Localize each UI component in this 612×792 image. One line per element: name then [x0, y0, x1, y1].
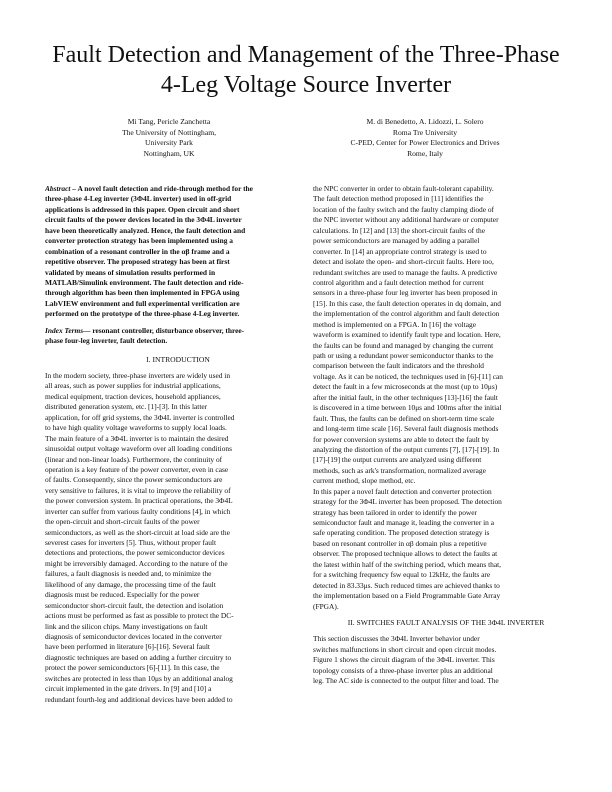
body-line: Figure 1 shows the circuit diagram of the 3Φ4L inverter. This — [313, 655, 495, 665]
body-line: methods, such as ark's transformation, normalized average — [313, 465, 486, 475]
abstract-line: three-phase 4-Leg inverter (3Φ4L inverter) used in off-grid — [45, 194, 232, 204]
left-column — [45, 184, 311, 705]
author-line: The University of Nottingham, — [121, 127, 217, 137]
body-line: the implementation based on a Field Programmable Gate Array — [313, 591, 501, 601]
index-terms-line-text: resonant controller, disturbance observer, three- — [92, 325, 245, 335]
body-line: operation is a key feature of the power converter, even in case — [45, 464, 229, 474]
section-2-heading: II. SWITCHES FAULT ANALYSIS OF THE 3Φ4L INVERTER — [347, 617, 545, 627]
body-line: detections and protections, the power semiconductor devices — [45, 548, 225, 558]
body-line: voltage. As it can be noticed, the techniques used in [6]-[11] can — [313, 371, 503, 381]
abstract-line — [45, 184, 311, 194]
body-line: (linear and non-linear loads). Furthermore, the continuity of — [45, 454, 223, 464]
body-line: comparison between the fault indicators and the threshold — [313, 361, 484, 371]
abstract — [45, 184, 311, 320]
body-line: The main feature of a 3Φ4L inverter is to maintain the desired — [45, 433, 229, 443]
body-line: application, for off grid systems, the 3Φ4L inverter is controlled — [45, 412, 235, 422]
body-line: all areas, such as power supplies for industrial applications, — [45, 381, 221, 391]
body-line: power semiconductors are managed by adding a parallel — [313, 236, 480, 246]
body-line: waveform is examined to identify fault type and location. Here, — [313, 330, 501, 340]
body-line: diagnosis must be reduced. Especially for the power — [45, 590, 200, 600]
author-line: Mi Tang, Pericle Zanchetta — [127, 117, 211, 126]
body-line: inverter can suffer from various faulty conditions [4], in which — [45, 506, 231, 516]
authors-right — [310, 117, 540, 160]
body-line: detect the fault in a few microseconds at the most (up to 10μs) — [313, 382, 498, 392]
body-line: detect and isolate the open- and short-circuit faults. Here too, — [313, 257, 494, 267]
body-line: circuit implemented in the gate drivers. In [9] and [10] a — [45, 684, 212, 694]
body-line: semiconductor fault and manage it, leading the converter in a — [313, 518, 495, 527]
body-line: the NPC converter in order to obtain fault-tolerant capability. — [313, 184, 494, 193]
author-line: Rome, Italy — [407, 149, 443, 159]
body-line: leg. The AC side is connected to the output filter and load. The — [313, 676, 499, 686]
body-line: analyzing the distortion of the output currents [7], [17]-[19]. In — [313, 444, 500, 454]
body-line: is discovered in a time between 10μs and 100ms after the initial — [313, 403, 502, 413]
body-line: strategy has been tailored in order to identify the power — [313, 507, 477, 517]
body-line: have been performed in literature [6]-[16]. Several fault — [45, 642, 210, 652]
body-line: failures, a fault diagnosis is needed and, to minimize the — [45, 569, 212, 579]
body-line: might be irreversibly damaged. According to the nature of the — [45, 558, 228, 568]
body-line: distributed generation system, etc. [1]-[3]. In this latter — [45, 402, 208, 412]
body-line: strategy for the 3Φ4L inverter has been proposed. The detection — [313, 497, 502, 507]
body-line: for power conversion systems are able to detect the fault by — [313, 434, 490, 444]
body-line: semiconductor short-circuit fault, the detection and isolation — [45, 600, 224, 610]
body-line: of faults. Consequently, since the power semiconductors are — [45, 475, 223, 485]
author-line: Nottingham, UK — [143, 149, 195, 159]
body-line: diagnostic techniques are based on adding a further circuitry to — [45, 652, 232, 662]
body-line: redundant switches are used to manage the faults. A predictive — [313, 267, 498, 277]
body-line: the latest within half of the switching period, which means that, — [313, 559, 502, 569]
section-1-body — [45, 371, 311, 705]
abstract-line-label: Abstract – — [45, 184, 77, 193]
body-line: current method, slope method, etc. — [313, 476, 416, 486]
body-line: after the initial fault, in the other techniques [13]-[16] the fault — [313, 392, 498, 402]
body-line: the power conversion system. In practical operations, the 3Φ4L — [45, 496, 233, 506]
abstract-line: performed on the prototype of the three-phase 4-Leg inverter. — [45, 309, 240, 319]
abstract-line: combination of a resonant controller in the αβ frame and a — [45, 246, 230, 256]
body-line: control algorithm and a fault detection method for current — [313, 277, 484, 287]
body-line: very sensitive to failures, it is vital to improve the reliability of — [45, 485, 231, 495]
body-line: (FPGA). — [313, 601, 339, 611]
abstract-line-text: A novel fault detection and ride-through method for the — [77, 184, 253, 193]
body-line: diagnosis of semiconductor devices located in the converter — [45, 631, 222, 641]
index-terms — [45, 326, 311, 347]
abstract-line: applications is addressed in this paper. Open circuit and short — [45, 204, 240, 214]
body-line: switches malfunctions in short circuit and open circuit modes. — [313, 644, 497, 654]
body-line: medical equipment, traction devices, household appliances, — [45, 391, 221, 401]
body-line: actions must be performed as fast as possible to protect the DC- — [45, 611, 234, 621]
body-line: semiconductors, as well as the short-circuit at load side are the — [45, 527, 230, 537]
body-line: sinusoidal output voltage waveform over all loading conditions — [45, 444, 232, 454]
body-line: based on resonant controller in αβ domain plus a repetitive — [313, 538, 487, 548]
body-line: The fault detection method proposed in [11] identifies the — [313, 194, 484, 204]
author-line: Roma Tre University — [392, 127, 458, 137]
body-line: fault. Thus, the faults can be defined on short-term time scale — [313, 413, 495, 423]
body-line: detected in 83.33μs. Such reduced times are achieved thanks to — [313, 580, 500, 590]
body-line: and long-term time scale [16]. Several fault diagnosis methods — [313, 424, 499, 434]
index-terms-line — [45, 326, 311, 336]
abstract-line: have been theoretically analyzed. Hence, the fault detection and — [45, 225, 246, 235]
title-line-2: 4-Leg Voltage Source Inverter — [160, 72, 452, 98]
body-line: to have high quality voltage waveforms to supply local loads. — [45, 423, 227, 433]
body-line: In this paper a novel fault detection and converter protection — [313, 486, 492, 496]
body-line: the faults can be found and managed by changing the current — [313, 340, 494, 350]
abstract-line: LabVIEW environment and full experimental verification are — [45, 298, 240, 308]
abstract-line: converter protection strategy has been implemented using a — [45, 236, 233, 246]
author-line: C-PED, Center for Power Electronics and Drives — [350, 138, 500, 148]
body-line: safe operating condition. The proposed detection strategy is — [313, 528, 490, 538]
abstract-line: repetitive observer. The proposed strategy has been at first — [45, 257, 230, 267]
right-column — [313, 184, 579, 687]
abstract-line: validated by means of simulation results performed in — [45, 267, 216, 277]
contribution-paragraph — [313, 487, 579, 612]
body-line: the open-circuit and short-circuit faults of the power — [45, 517, 200, 527]
abstract-line: through algorithm has been then implemented in FPGA using — [45, 288, 240, 298]
body-line: severest cases for inverters [5]. Thus, without proper fault — [45, 538, 217, 548]
index-terms-line: phase four-leg inverter, fault detection. — [45, 336, 168, 346]
index-terms-line-label: Index Terms— — [45, 325, 91, 335]
author-line: M. di Benedetto, A. Lidozzi, L. Solero — [366, 117, 484, 126]
body-line: In the modern society, three-phase inverters are widely used in — [45, 371, 231, 381]
body-line: link and the silicon chips. Many investigations on fault — [45, 621, 208, 631]
body-line: This section discusses the 3Φ4L Inverter behavior under — [313, 634, 480, 644]
abstract-line: MATLAB/Simulink environment. The fault detection and ride- — [45, 277, 244, 287]
section-1-heading: I. INTRODUCTION — [146, 354, 210, 364]
body-line: topology consists of a three-phase inverter plus an additional — [313, 665, 493, 675]
section-2-body — [313, 634, 579, 686]
intro-continued — [313, 184, 579, 487]
body-line: sensors in a three-phase four leg inverter has been proposed in — [313, 288, 498, 298]
body-line: path or using a redundant power semiconductor thanks to the — [313, 351, 494, 360]
body-line: for a switching frequency fsw equal to 12kHz, the faults are — [313, 570, 491, 580]
body-line: the NPC inverter without any additional hardware or computer — [313, 215, 499, 225]
body-line: likelihood of any damage, the processing time of the fault — [45, 579, 216, 589]
title-line-1: Fault Detection and Management of the Three-Phase — [52, 42, 560, 68]
body-line: the implementation of the control algorithm and fault detection — [313, 309, 500, 319]
body-line: protect the power semiconductors [6]-[11]. In this case, the — [45, 663, 220, 673]
paper-title — [40, 40, 572, 100]
abstract-line: circuit faults of the power devices located in the 3Φ4L inverter — [45, 215, 242, 225]
body-line: [17]-[19] the output currents are analyzed using different — [313, 455, 482, 465]
body-line: observer. The proposed technique allows to detect the faults at — [313, 549, 498, 559]
authors-left — [54, 117, 284, 160]
body-line: method is implemented on a FPGA. In [16] the voltage — [313, 319, 476, 329]
body-line: redundant fourth-leg and additional devices have been added to — [45, 694, 233, 704]
body-line: switches are protected in less than 10μs by an additional analog — [45, 673, 233, 683]
body-line: calculations. In [12] and [13] the short-circuit faults of the — [313, 225, 485, 235]
author-line: University Park — [145, 138, 193, 148]
body-line: [15]. In this case, the fault detection operates in dq domain, and — [313, 298, 501, 308]
body-line: location of the faulty switch and the faulty clamping diode of — [313, 204, 495, 214]
body-line: converter. In [14] an appropriate control strategy is used to — [313, 246, 487, 256]
